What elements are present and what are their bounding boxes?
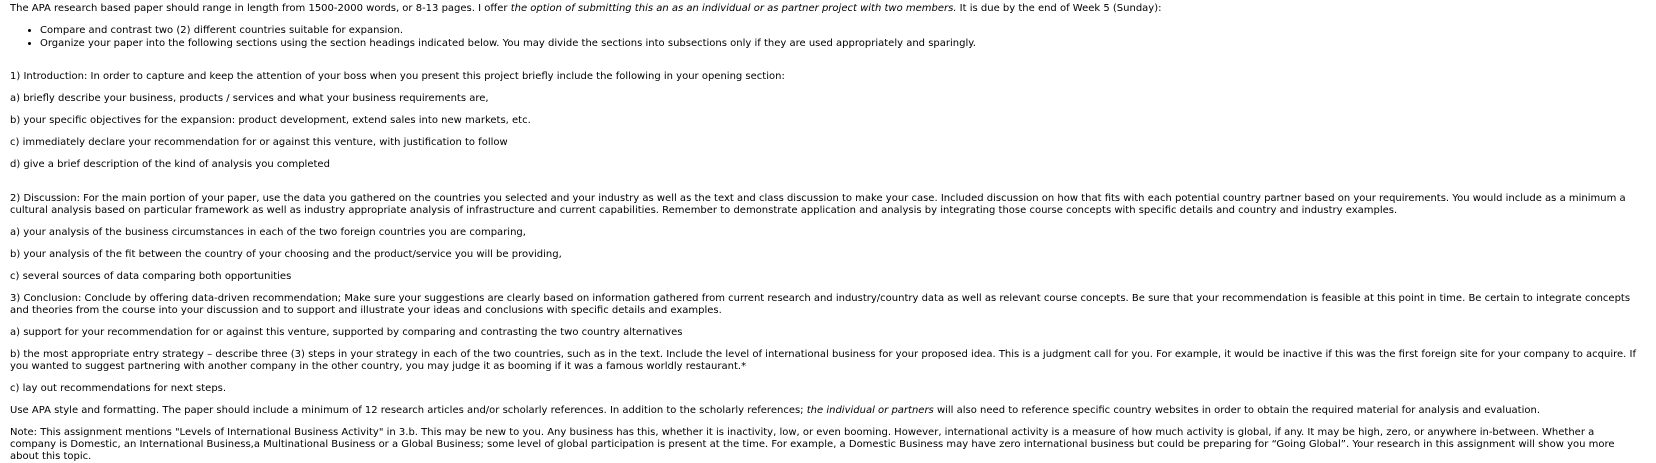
intro-italic-text: the option of submitting this an as an individual or as partner project with two members. <box>510 3 957 14</box>
apa-text-end: will also need to reference specific country websites in order to obtain the required material for analysis and evaluation. <box>933 405 1540 416</box>
intro-paragraph <box>10 3 1638 15</box>
list-item: • Organize your paper into the following sections using the section headings indicated below. You may divide the sections into subsections only if they are used appropriately and sparingly. <box>40 37 1638 50</box>
section1-heading: 1) Introduction: In order to capture and keep the attention of your boss when you present this project briefly include the following in your opening section: <box>10 71 785 82</box>
section3-heading: 3) Conclusion: Conclude by offering data-driven recommendation; Make sure your suggestions are clearly based on information gathered from current research and industry/country data as well as relevant course concepts. Be sure that your recommendation is feasible at this point in time. Be certain to integrate concepts and theories from the course into your discussion and to support and illustrate your ideas and conclusions with specific details and examples. <box>10 293 1631 316</box>
section2-item: a) your analysis of the business circumstances in each of the two foreign countries you are comparing, <box>10 227 526 238</box>
section2-item: c) several sources of data comparing both opportunities <box>10 271 292 282</box>
section1-item: a) briefly describe your business, products / services and what your business requirements are, <box>10 93 489 104</box>
section1-item: c) immediately declare your recommendation for or against this venture, with justification to follow <box>10 137 508 148</box>
requirements-list <box>10 24 1638 50</box>
apa-text: Use APA style and formatting. The paper should include a minimum of 12 research articles and/or scholarly references. In addition to the scholarly references; <box>10 405 807 416</box>
apa-italic-text: the individual or partners <box>806 405 934 416</box>
list-item: • Compare and contrast two (2) different countries suitable for expansion. <box>40 24 1638 37</box>
intro-text: The APA research based paper should range in length from 1500-2000 words, or 8-13 pages. I offer <box>10 3 511 14</box>
section1-item: b) your specific objectives for the expansion: product development, extend sales into new markets, etc. <box>10 115 531 126</box>
section3-item: c) lay out recommendations for next steps. <box>10 383 227 394</box>
intro-text-end: It is due by the end of Week 5 (Sunday): <box>956 3 1162 14</box>
apa-paragraph <box>10 405 1638 417</box>
section1-item: d) give a brief description of the kind of analysis you completed <box>10 159 330 170</box>
section3-item: a) support for your recommendation for or against this venture, supported by comparing and contrasting the two country alternatives <box>10 327 683 338</box>
section3-item: b) the most appropriate entry strategy – describe three (3) steps in your strategy in each of the two countries, such as in the text. Include the level of international business for your proposed idea. This is a judgment call for you. For example, it would be inactive if this was the first foreign site for your company to acquire. If you wanted to suggest partnering with another company in the other country, you may judge it as booming if it was a famous worldly restaurant.* <box>10 349 1636 372</box>
note-paragraph: Note: This assignment mentions "Levels of International Business Activity" in 3.b. This may be new to you. Any business has this, whether it is inactivity, low, or even booming. However, international activity is a measure of how much activity is global, if any. It may be high, zero, or anywhere in-between. Whether a company is Domestic, an International Business,a Multinational Business or a Global Business; some level of global participation is present at the time. For example, a Domestic Business may have zero international business but could be preparing for “Going Global”. Your research in this assignment will show you more about this topic. <box>10 427 1615 462</box>
section2-heading: 2) Discussion: For the main portion of your paper, use the data you gathered on the countries you selected and your industry as well as the text and class discussion to make your case. Included discussion on how that fits with each potential country partner based on your requirements. You would include as a minimum a cultural analysis based on particular framework as well as industry appropriate analysis of infrastructure and current capabilities. Remember to demonstrate application and analysis by integrating those course concepts with specific details and country and industry examples. <box>10 193 1626 216</box>
section2-item: b) your analysis of the fit between the country of your choosing and the product/service you will be providing, <box>10 249 562 260</box>
